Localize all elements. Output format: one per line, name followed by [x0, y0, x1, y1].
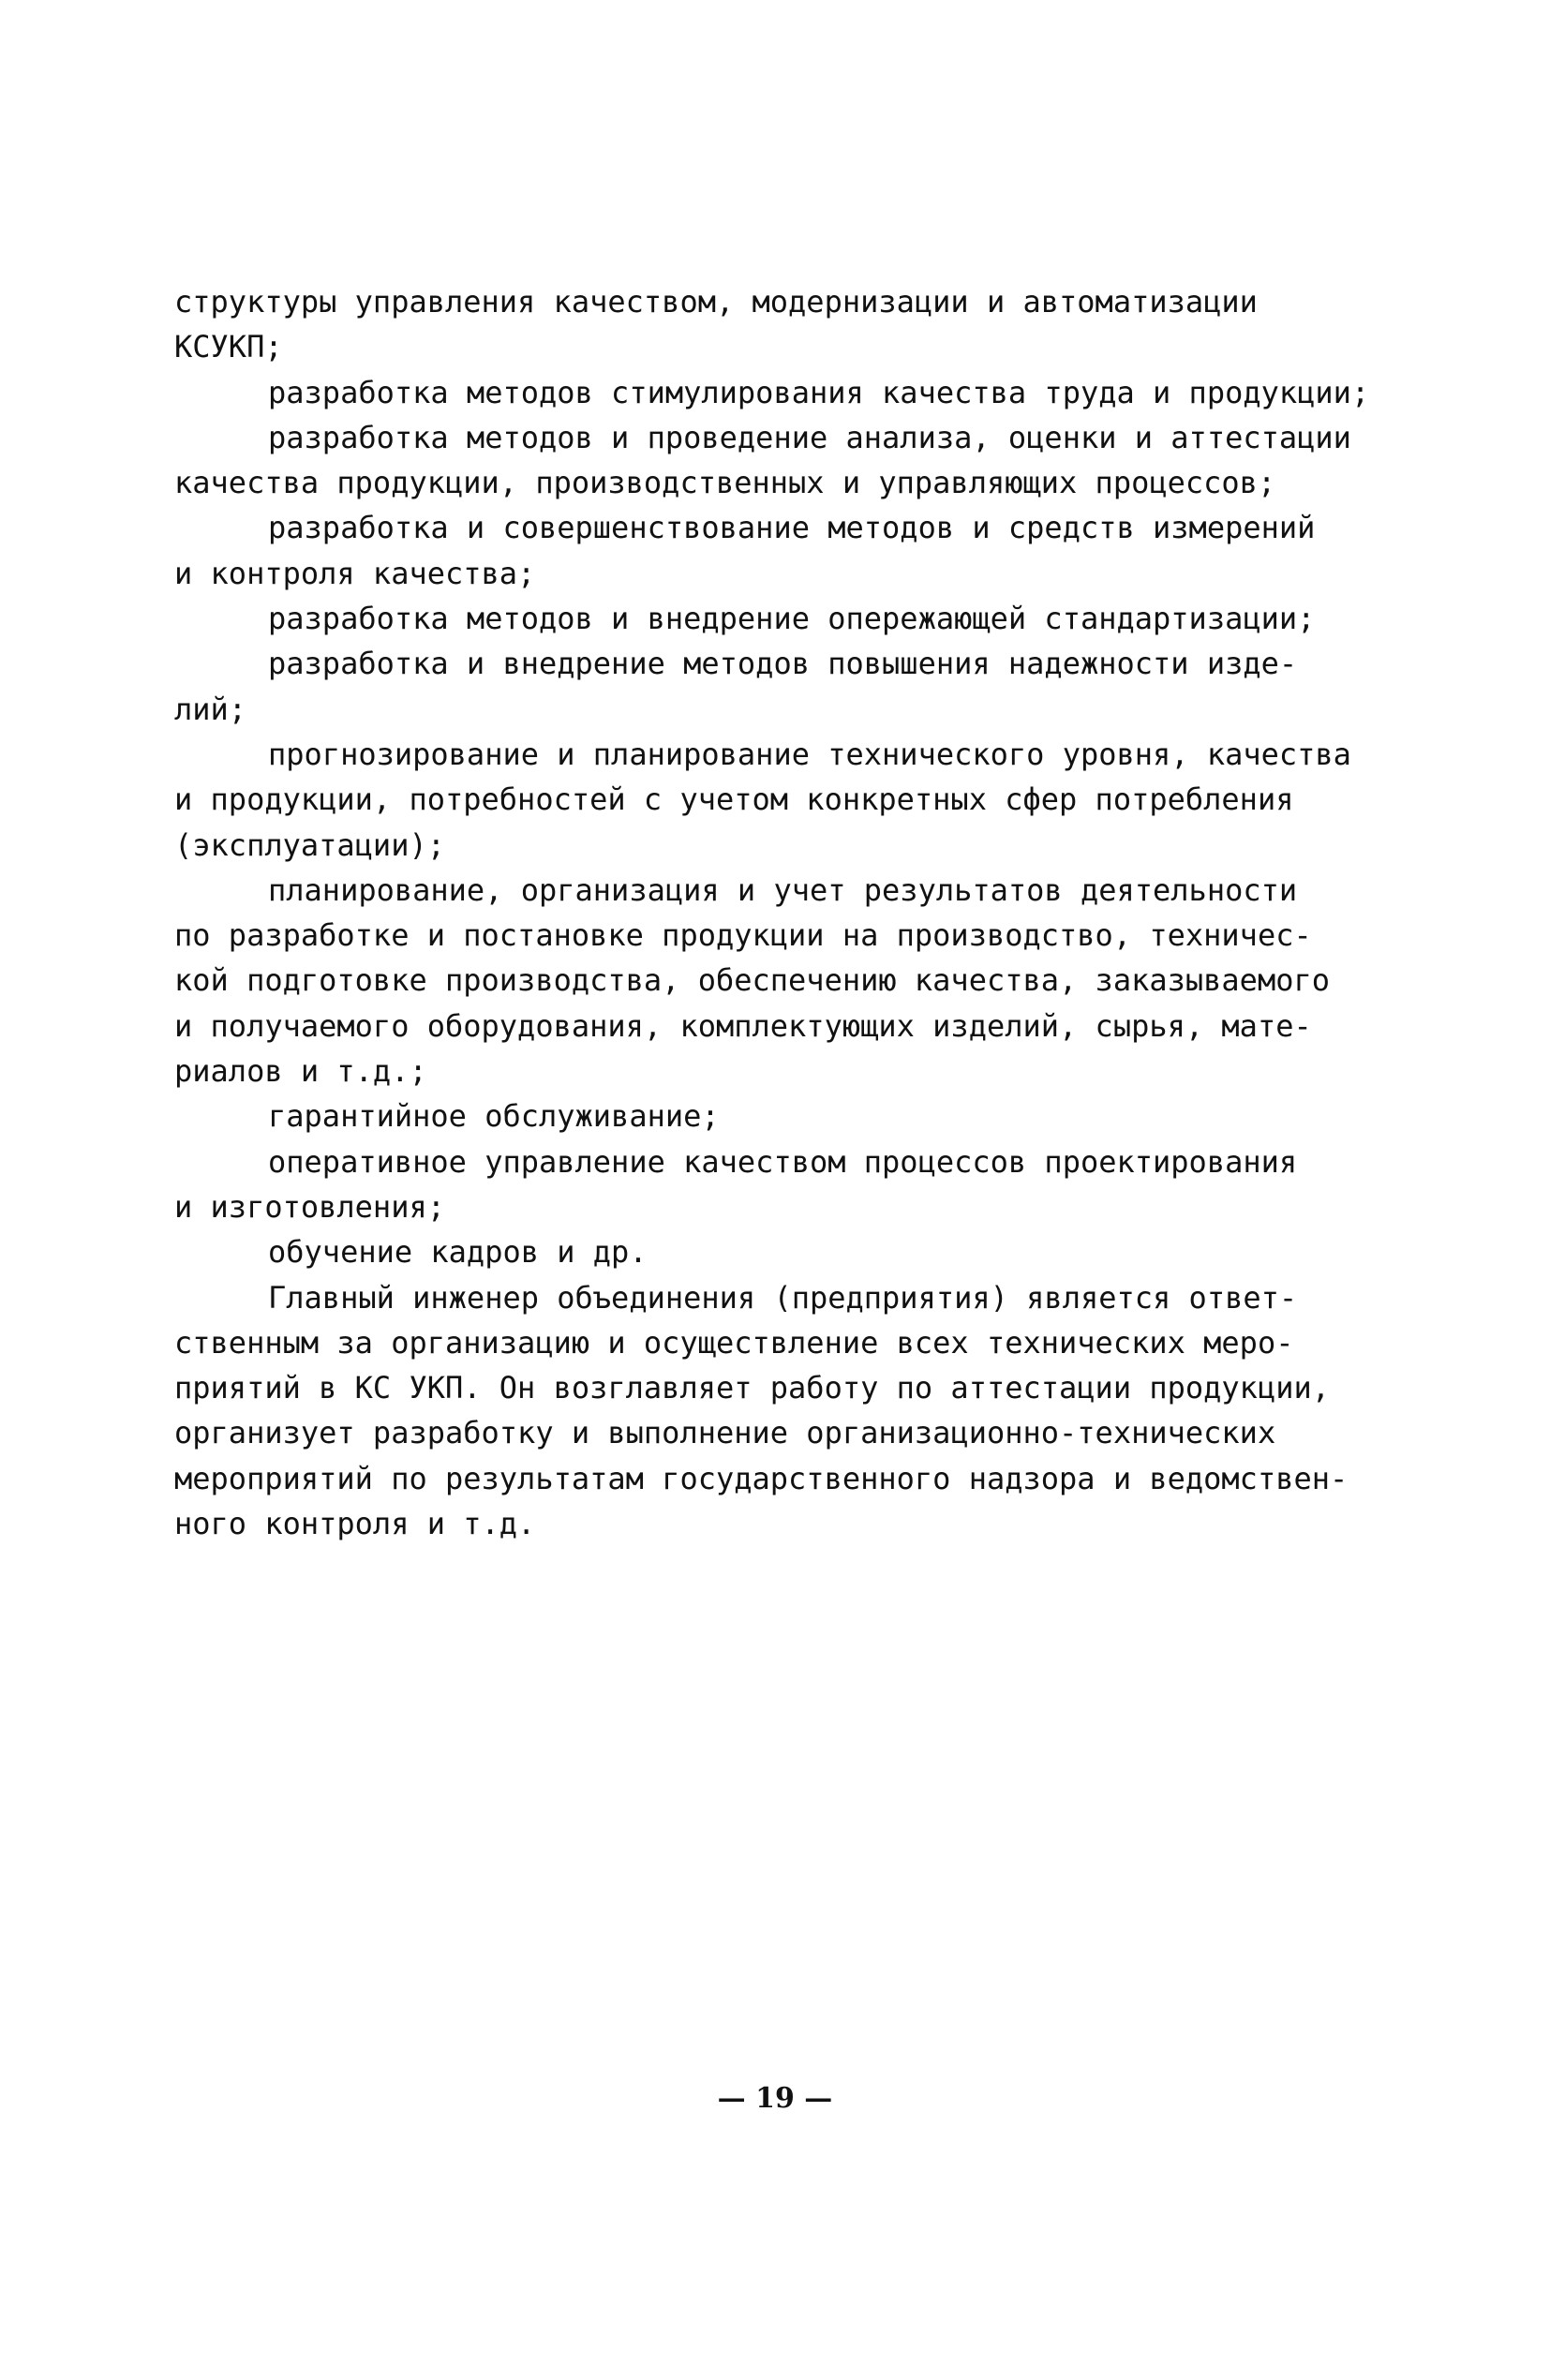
text-line: разработка методов и проведение анализа, оценки и аттестации [268, 419, 1351, 455]
text-line: лий; [174, 691, 247, 727]
text-line: разработка и совершенствование методов и средств измерений [268, 510, 1316, 546]
text-line: и изготовления; [174, 1188, 445, 1225]
text-line: разработка методов и внедрение опережающей стандартизации; [268, 601, 1316, 637]
text-line: Главный инженер объединения (предприятия) является ответ- [268, 1279, 1298, 1316]
text-line: приятий в КС УКП. Он возглавляет работу по аттестации продукции, [174, 1370, 1330, 1406]
text-line: прогнозирование и планирование технического уровня, качества [268, 736, 1351, 772]
text-line: качества продукции, производственных и управляющих процессов; [174, 465, 1276, 501]
text-line: ственным за организацию и осуществление всех технических меро- [174, 1324, 1294, 1361]
text-line: оперативное управление качеством процессов проектирования [268, 1143, 1298, 1180]
text-line: и получаемого оборудования, комплектующих изделий, сырья, мате- [174, 1007, 1312, 1044]
text-line: ного контроля и т.д. [174, 1506, 536, 1542]
page-number: — 19 — [717, 2082, 833, 2115]
text-line: КСУКП; [174, 329, 283, 365]
text-line: планирование, организация и учет результатов деятельности [268, 871, 1298, 908]
text-line: обучение кадров и др. [268, 1234, 648, 1271]
text-line: кой подготовке производства, обеспечению качества, заказываемого [174, 962, 1330, 999]
text-line: разработка методов стимулирования качества труда и продукции; [268, 374, 1370, 410]
text-line: структуры управления качеством, модернизации и автоматизации [174, 284, 1258, 320]
body-text [174, 279, 1393, 1546]
text-line: риалов и т.д.; [174, 1053, 427, 1090]
text-line: и контроля качества; [174, 555, 536, 591]
text-line: гарантийное обслуживание; [268, 1098, 720, 1135]
text-line: и продукции, потребностей с учетом конкретных сфер потребления [174, 781, 1294, 818]
text-line: по разработке и постановке продукции на производство, техничес- [174, 917, 1312, 954]
text-line: организует разработку и выполнение организационно-технических [174, 1415, 1276, 1451]
text-line: разработка и внедрение методов повышения надежности изде- [268, 646, 1298, 682]
text-line: (эксплуатации); [174, 826, 445, 863]
text-line: мероприятий по результатам государственного надзора и ведомствен- [174, 1460, 1349, 1496]
